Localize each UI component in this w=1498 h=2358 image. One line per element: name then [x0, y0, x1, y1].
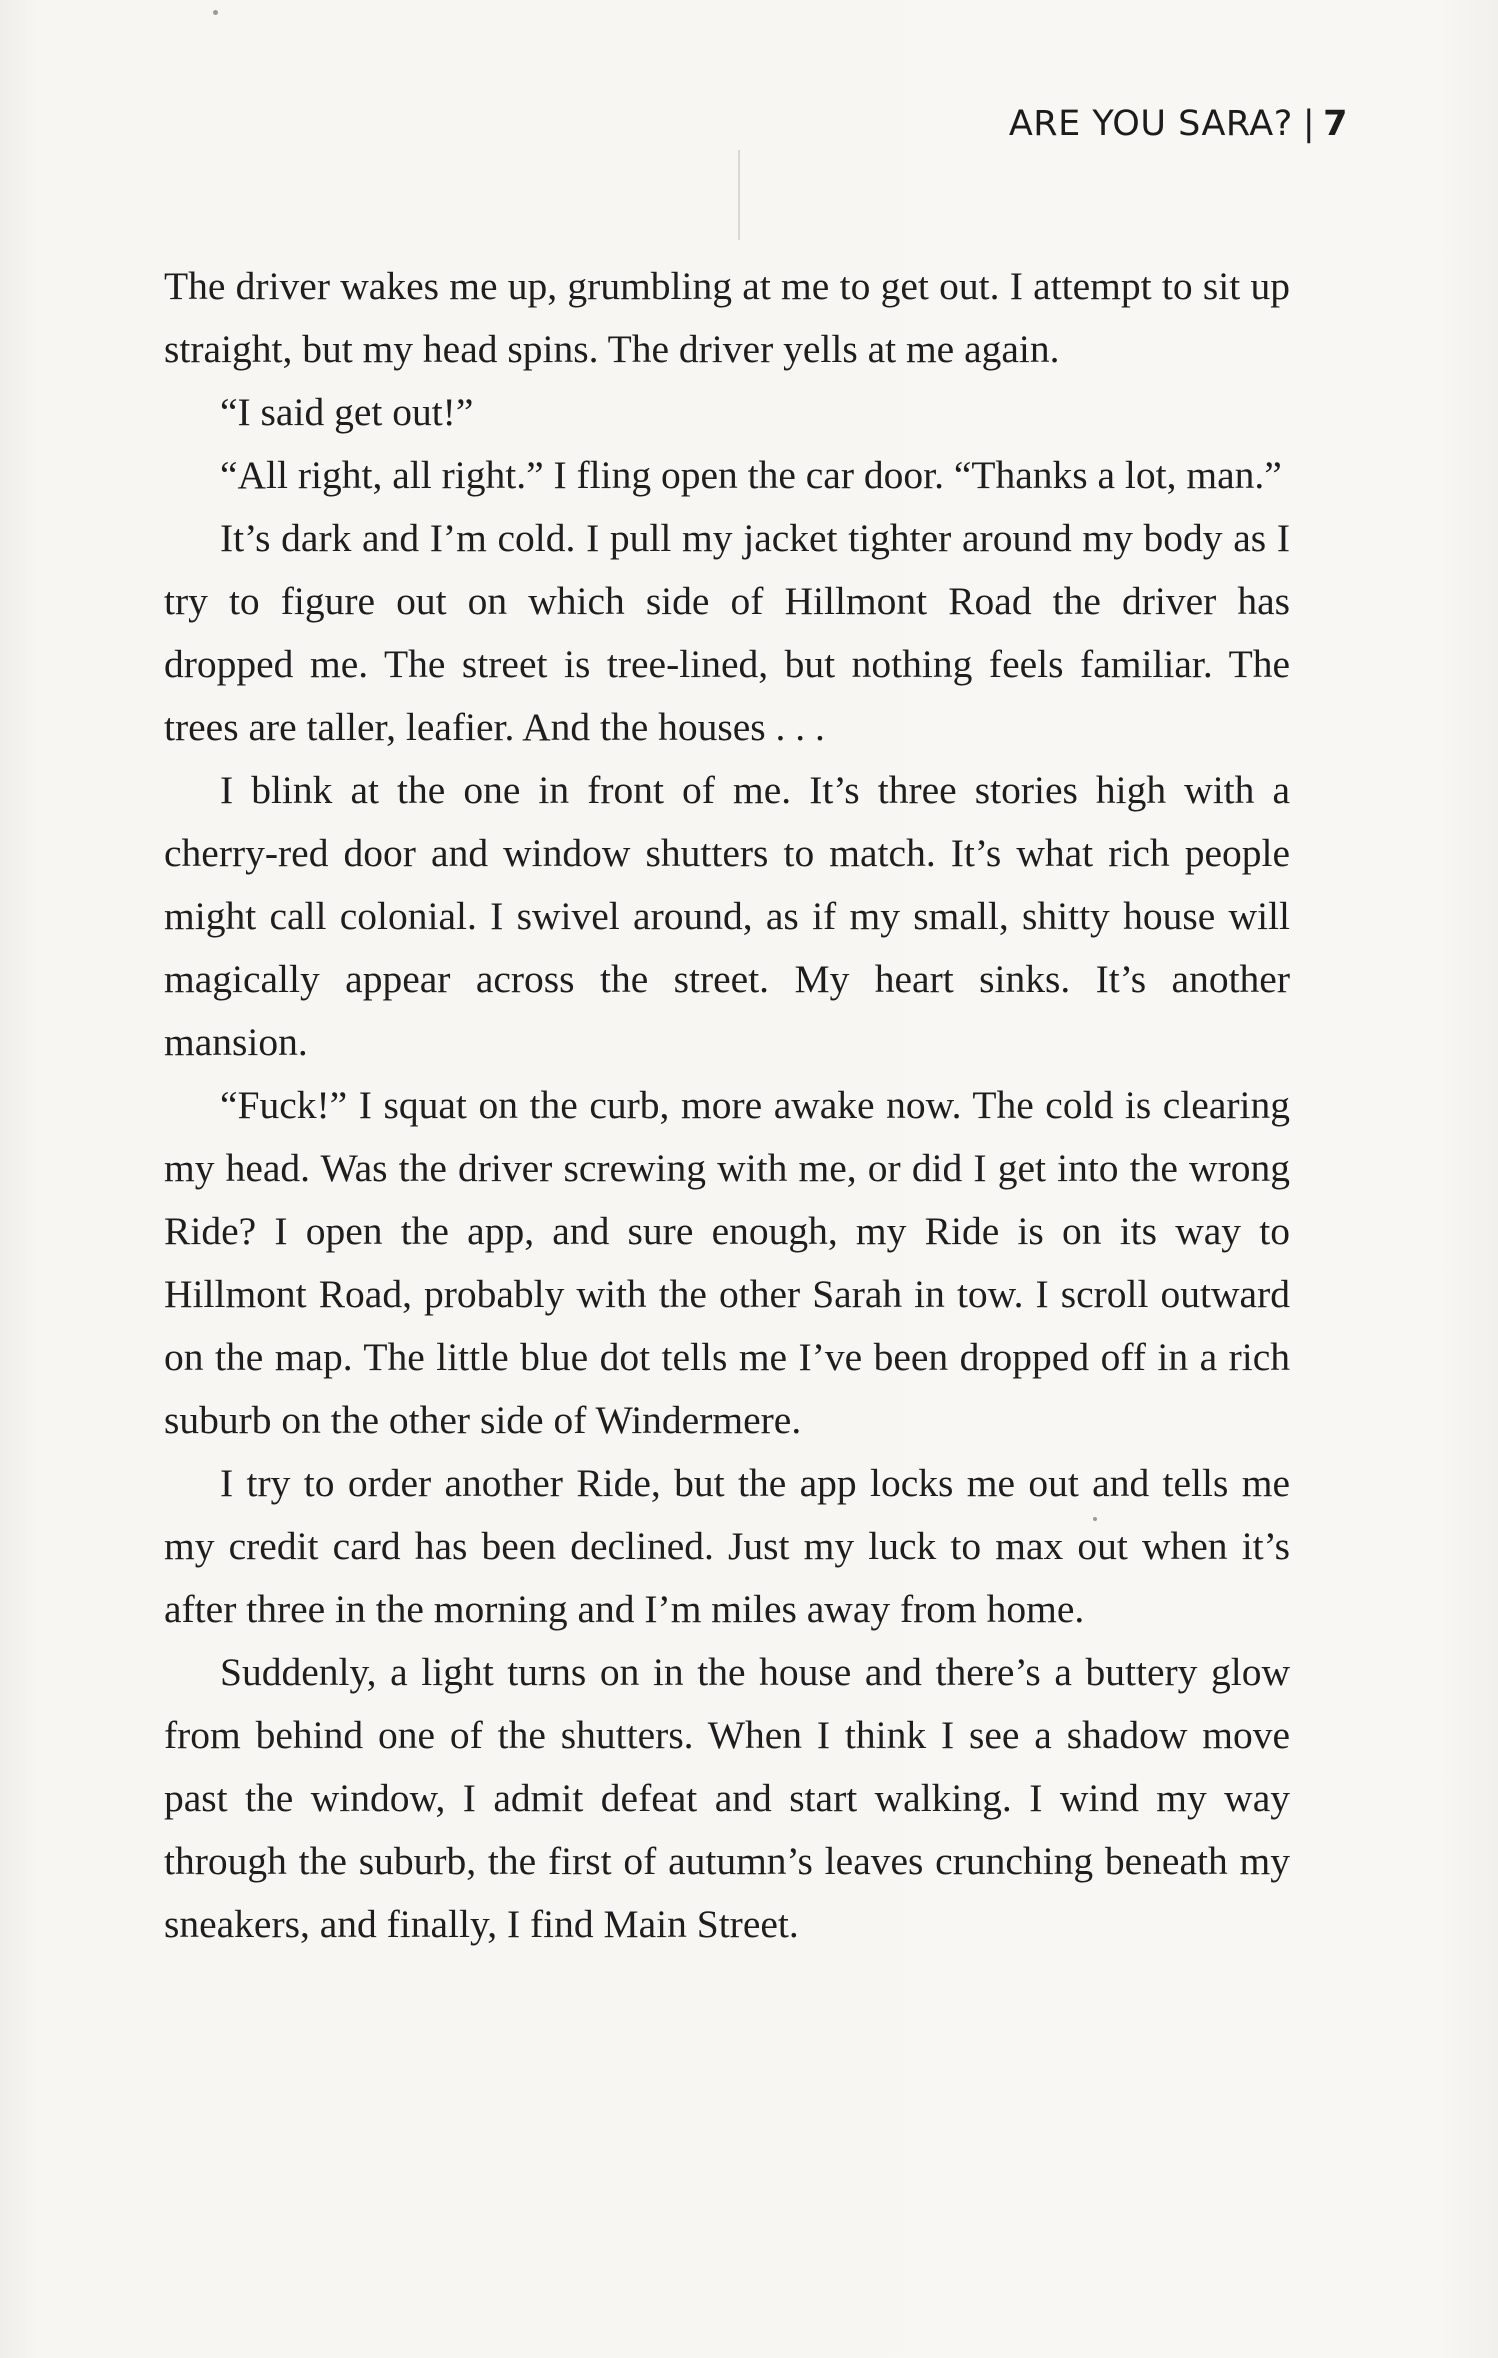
running-title: ARE YOU SARA? — [1008, 104, 1293, 144]
paper-speck — [213, 10, 218, 15]
running-head — [1009, 104, 1348, 144]
paragraph: I try to order another Ride, but the app locks me out and tells me my credit card has been declined. Just my luck to max out when it’s after three in the morning and I’m miles away from home. — [164, 1461, 1290, 1631]
paragraph: I blink at the one in front of me. It’s three stories high with a cherry-red door and window shutters to match. It’s what rich people might call colonial. I swivel around, as if my small, shitty house will magically appear across the street. My heart sinks. It’s another mansion. — [164, 768, 1290, 1064]
paragraph: The driver wakes me up, grumbling at me to get out. I attempt to sit up straight, but my head spins. The driver yells at me again. — [164, 264, 1290, 371]
paragraph: It’s dark and I’m cold. I pull my jacket tighter around my body as I try to figure out on which side of Hillmont Road the driver has dropped me. The street is tree-lined, but nothing feels familiar. The trees are taller, leafier. And the houses . . . — [164, 516, 1290, 749]
body-text — [164, 255, 1290, 1956]
paragraph: “All right, all right.” I fling open the car door. “Thanks a lot, man.” — [220, 453, 1282, 497]
page-number: 7 — [1323, 104, 1348, 144]
paragraph: “I said get out!” — [220, 390, 474, 434]
paper-crease — [738, 150, 740, 240]
paragraph: “Fuck!” I squat on the curb, more awake now. The cold is clearing my head. Was the driver screwing with me, or did I get into the wrong Ride? I open the app, and sure enough, my Ride is on its way to Hillmont Road, probably with the other Sarah in tow. I scroll outward on the map. The little blue dot tells me I’ve been dropped off in a rich suburb on the other side of Windermere. — [164, 1083, 1290, 1442]
paragraph: Suddenly, a light turns on in the house and there’s a buttery glow from behind one of the shutters. When I think I see a shadow move past the window, I admit defeat and start walking. I wind my way through the suburb, the first of autumn’s leaves crunching beneath my sneakers, and finally, I find Main Street. — [164, 1650, 1290, 1946]
header-separator: | — [1302, 104, 1316, 144]
